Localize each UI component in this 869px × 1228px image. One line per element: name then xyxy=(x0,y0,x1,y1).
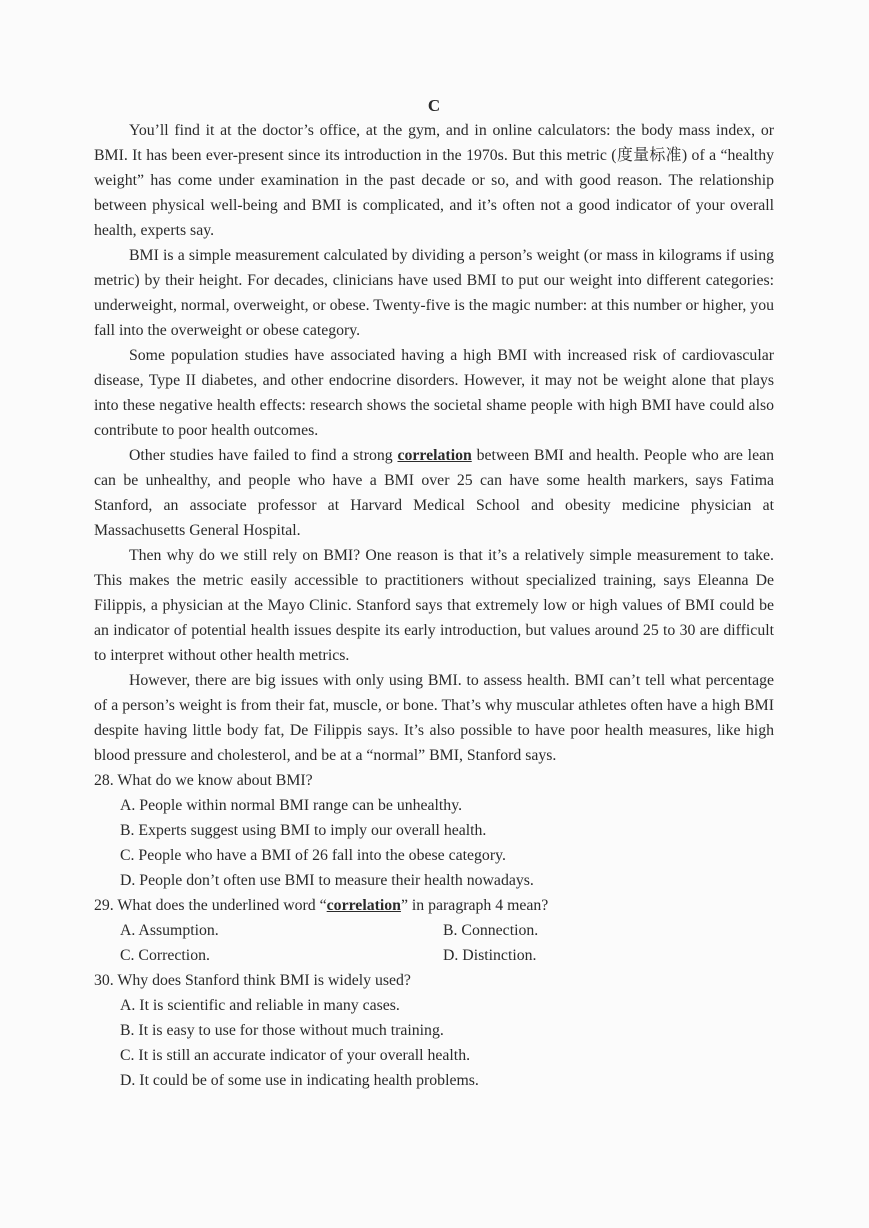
question-29-underlined-word: correlation xyxy=(326,897,401,914)
paragraph-4 xyxy=(94,443,774,543)
question-29-stem xyxy=(94,893,774,918)
exam-page xyxy=(94,94,774,1093)
question-29-option-b: B. Connection. xyxy=(443,922,539,939)
question-28-option-a: A. People within normal BMI range can be unhealthy. xyxy=(120,797,463,814)
paragraph-5: Then why do we still rely on BMI? One reason is that it’s a relatively simple measurement to take. This makes the metric easily accessible to practitioners without specialized training, says Eleanna De Filippis, a physician at the Mayo Clinic. Stanford says that extremely low or high values of BMI could be an indicator of potential health issues despite its early introduction, but values around 25 to 30 are difficult to interpret without other health metrics. xyxy=(94,547,774,664)
question-list xyxy=(94,768,774,1093)
question-30-option-a: A. It is scientific and reliable in many cases. xyxy=(120,997,400,1014)
question-29-options-row-2 xyxy=(94,943,774,968)
underlined-word: correlation xyxy=(397,447,472,464)
paragraph-3: Some population studies have associated having a high BMI with increased risk of cardiovascular disease, Type II diabetes, and other endocrine disorders. However, it may not be weight alone that plays into these negative health effects: research shows the societal shame people with high BMI have could also contribute to poor health outcomes. xyxy=(94,347,774,439)
paragraph-2: BMI is a simple measurement calculated by dividing a person’s weight (or mass in kilograms if using metric) by their height. For decades, clinicians have used BMI to put our weight into different categories: underweight, normal, overweight, or obese. Twenty-five is the magic number: at this number or higher, you fall into the overweight or obese category. xyxy=(94,247,774,339)
question-30-stem: 30. Why does Stanford think BMI is widely used? xyxy=(94,972,411,989)
section-title: C xyxy=(427,96,441,115)
question-28-option-d: D. People don’t often use BMI to measure their health nowadays. xyxy=(120,872,534,889)
question-29-option-c: C. Correction. xyxy=(120,947,210,964)
question-29-option-a: A. Assumption. xyxy=(120,922,219,939)
paragraph-1: You’ll find it at the doctor’s office, at the gym, and in online calculators: the body mass index, or BMI. It has been ever-present since its introduction in the 1970s. But this metric (度量标准) of a “healthy weight” has come under examination in the past decade or so, and with good reason. The relationship between physical well-being and BMI is complicated, and it’s often not a good indicator of your overall health, experts say. xyxy=(94,122,774,239)
question-28-option-c: C. People who have a BMI of 26 fall into the obese category. xyxy=(120,847,506,864)
question-30-option-c: C. It is still an accurate indicator of your overall health. xyxy=(120,1047,471,1064)
paragraph-6: However, there are big issues with only using BMI. to assess health. BMI can’t tell what percentage of a person’s weight is from their fat, muscle, or bone. That’s why muscular athletes often have a high BMI despite having little body fat, De Filippis says. It’s also possible to have poor health measures, like high blood pressure and cholesterol, and be at a “normal” BMI, Stanford says. xyxy=(94,672,774,764)
question-30-option-d: D. It could be of some use in indicating health problems. xyxy=(120,1072,479,1089)
question-29-stem-end: ” in paragraph 4 mean? xyxy=(400,897,549,914)
question-30-option-b: B. It is easy to use for those without much training. xyxy=(120,1022,444,1039)
paragraph-4-end: between BMI and health. People who are lean can be unhealthy, and people who have a BMI over 25 can have some health markers, says Fatima Stanford, an associate professor at Harvard Medical School and obesity medicine physician at Massachusetts General Hospital. xyxy=(94,447,774,539)
question-29-option-d: D. Distinction. xyxy=(443,947,537,964)
question-29-stem-start: 29. What does the underlined word “ xyxy=(94,897,327,914)
question-28-option-b: B. Experts suggest using BMI to imply our overall health. xyxy=(120,822,487,839)
paragraph-4-start: Other studies have failed to find a strong xyxy=(129,447,398,464)
question-29-options-row-1 xyxy=(94,918,774,943)
question-28-stem: 28. What do we know about BMI? xyxy=(94,772,313,789)
